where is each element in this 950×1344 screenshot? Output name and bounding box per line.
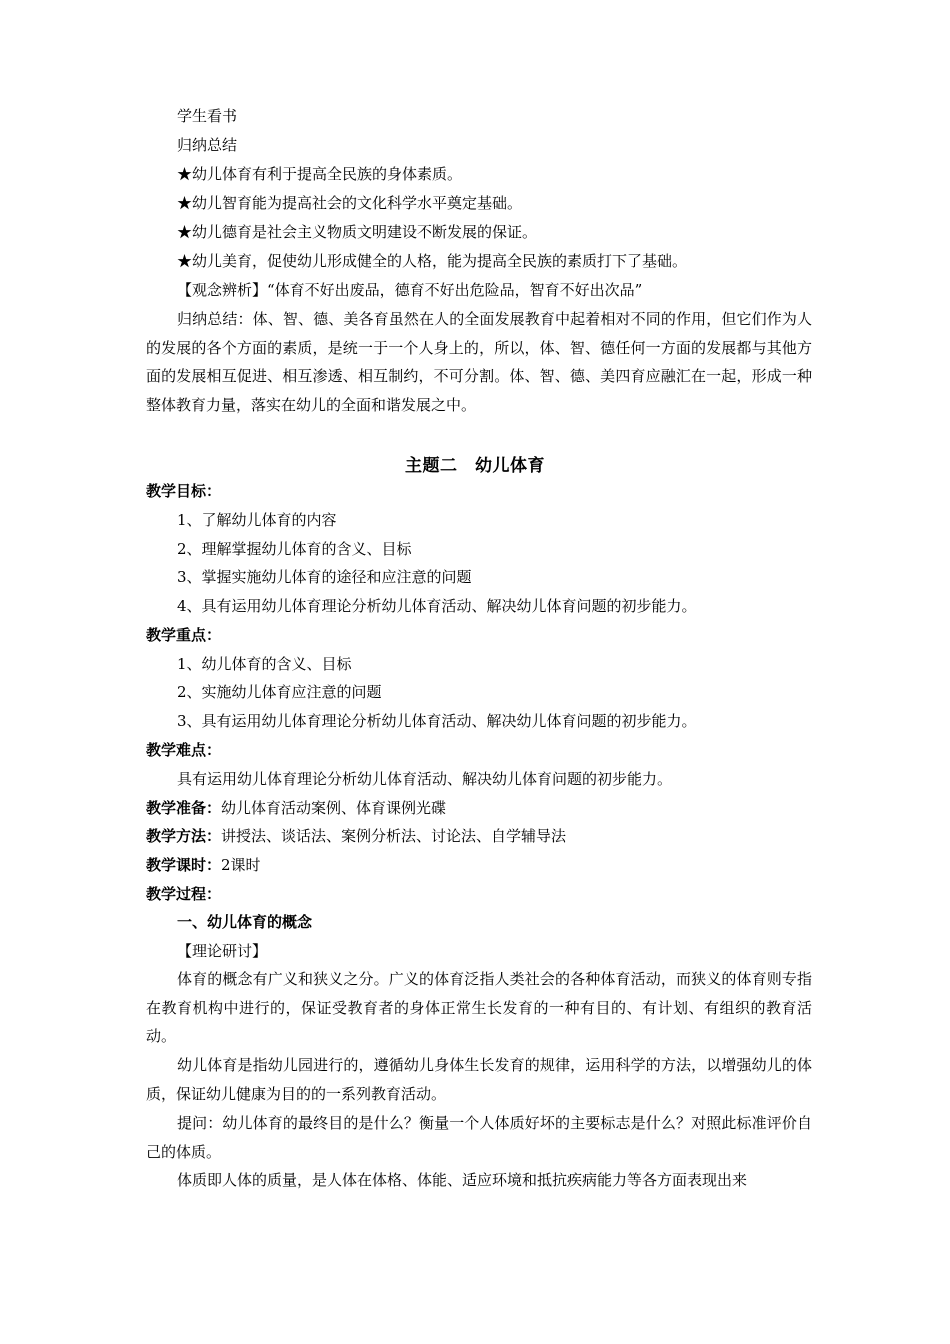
- text-line: ★幼儿德育是社会主义物质文明建设不断发展的保证。: [177, 223, 538, 241]
- key-point-item: 1、幼儿体育的含义、目标: [177, 655, 352, 673]
- body-paragraph: 体质即人体的质量，是人体在体格、体能、适应环境和抵抗疾病能力等各方面表现出来: [177, 1171, 748, 1189]
- text-line: ★幼儿美育，促使幼儿形成健全的人格，能为提高全民族的素质打下了基础。: [177, 252, 688, 270]
- summary-paragraph: 归纳总结：体、智、德、美各育虽然在人的全面发展教育中起着相对不同的作用，但它们作为人的发展的各个方面的素质，是统一于一个人身上的，所以，体、智、德任何一方面的发展都与其他方面的发展相互促进、相互渗透、相互制约，不可分割。体、智、德、美四育应融汇在一起，形成一种整体教育力量，落实在幼儿的全面和谐发展之中。: [146, 310, 812, 414]
- hours-label: 教学课时：: [146, 856, 222, 874]
- difficulties-text: 具有运用幼儿体育理论分析幼儿体育活动、解决幼儿体育问题的初步能力。: [177, 770, 673, 788]
- methods-text: 讲授法、谈话法、案例分析法、讨论法、自学辅导法: [221, 827, 567, 845]
- goal-item: 1、了解幼儿体育的内容: [177, 511, 337, 529]
- goal-item: 2、理解掌握幼儿体育的含义、目标: [177, 540, 412, 558]
- preparation-text: 幼儿体育活动案例、体育课例光碟: [221, 799, 447, 817]
- goal-item: 4、具有运用幼儿体育理论分析幼儿体育活动、解决幼儿体育问题的初步能力。: [177, 597, 697, 615]
- section-one-heading: 一、幼儿体育的概念: [177, 913, 313, 931]
- preparation-line: [146, 798, 446, 818]
- goals-heading: 教学目标：: [146, 482, 222, 500]
- key-point-item: 3、具有运用幼儿体育理论分析幼儿体育活动、解决幼儿体育问题的初步能力。: [177, 712, 697, 730]
- section-title: 主题二 幼儿体育: [405, 456, 545, 476]
- theory-tag: 【理论研讨】: [177, 942, 268, 960]
- key-point-item: 2、实施幼儿体育应注意的问题: [177, 683, 382, 701]
- key-points-heading: 教学重点：: [146, 626, 222, 644]
- body-paragraph: 幼儿体育是指幼儿园进行的，遵循幼儿身体生长发育的规律，运用科学的方法，以增强幼儿的体质，保证幼儿健康为目的的一系列教育活动。: [146, 1056, 812, 1103]
- body-paragraph: 体育的概念有广义和狭义之分。广义的体育泛指人类社会的各种体育活动，而狭义的体育则专指在教育机构中进行的，保证受教育者的身体正常生长发育的一种有目的、有计划、有组织的教育活动。: [146, 970, 812, 1046]
- goal-item: 3、掌握实施幼儿体育的途径和应注意的问题: [177, 568, 472, 586]
- difficulties-heading: 教学难点：: [146, 741, 222, 759]
- methods-line: [146, 826, 566, 846]
- text-line: ★幼儿体育有利于提高全民族的身体素质。: [177, 165, 463, 183]
- preparation-label: 教学准备：: [146, 799, 222, 817]
- process-heading: 教学过程：: [146, 885, 222, 903]
- hours-line: [146, 855, 261, 875]
- text-line: 归纳总结: [177, 136, 238, 154]
- body-paragraph: 提问：幼儿体育的最终目的是什么？衡量一个人体质好坏的主要标志是什么？对照此标准评价自己的体质。: [146, 1114, 812, 1161]
- text-line: 【观念辨析】“体育不好出废品，德育不好出危险品，智育不好出次品”: [177, 281, 643, 299]
- hours-text: 2课时: [221, 856, 261, 874]
- text-line: ★幼儿智育能为提高社会的文化科学水平奠定基础。: [177, 194, 523, 212]
- methods-label: 教学方法：: [146, 827, 222, 845]
- text-line: 学生看书: [177, 107, 238, 125]
